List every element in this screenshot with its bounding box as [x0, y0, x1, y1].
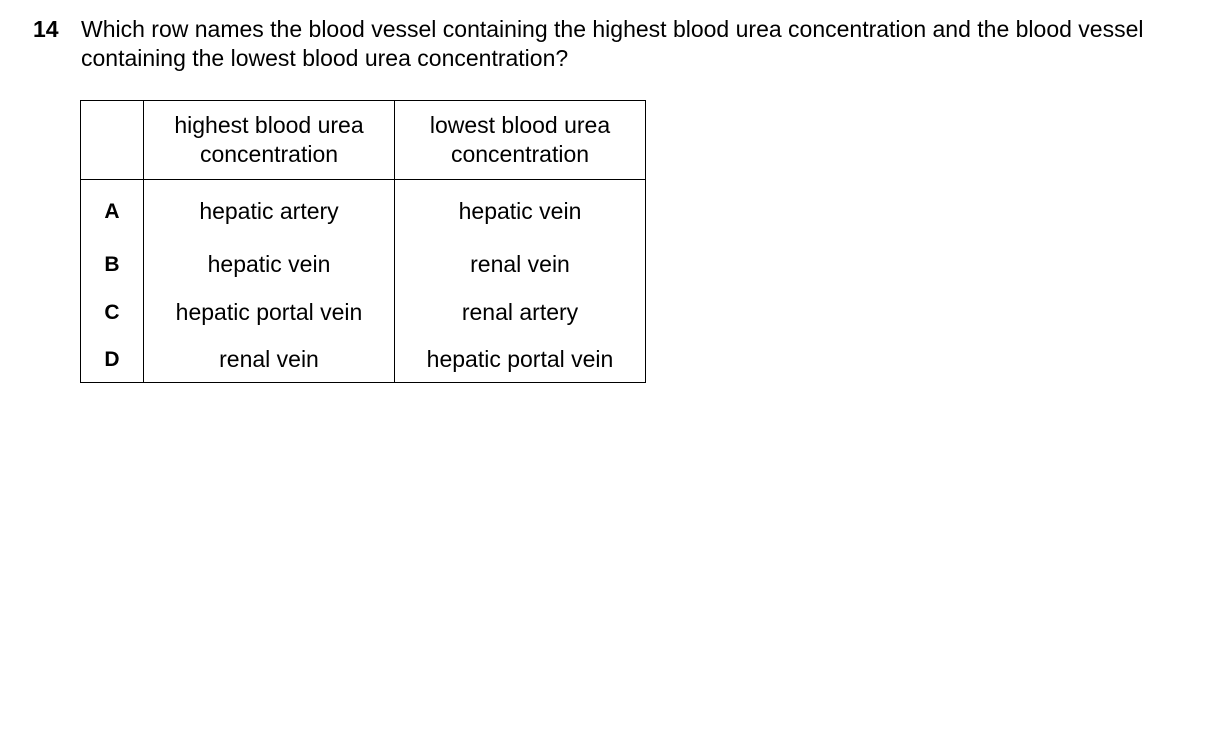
option-highest: hepatic vein — [144, 240, 395, 288]
table-row — [81, 336, 646, 383]
option-key: C — [81, 288, 144, 336]
question-text: Which row names the blood vessel containing the highest blood urea concentration and the blood vessel containing the lowest blood urea concentration? — [81, 16, 1144, 71]
table-header-row — [81, 101, 646, 180]
header-lowest-label: lowest blood urea concentration — [429, 112, 611, 167]
option-highest: hepatic portal vein — [144, 288, 395, 336]
header-lowest — [395, 101, 646, 180]
option-key: A — [81, 180, 144, 241]
option-highest: hepatic artery — [144, 180, 395, 241]
table-row — [81, 180, 646, 241]
option-lowest: renal vein — [395, 240, 646, 288]
option-key: B — [81, 240, 144, 288]
header-highest — [144, 101, 395, 180]
option-lowest: hepatic portal vein — [395, 336, 646, 383]
table-row — [81, 288, 646, 336]
header-key-cell — [81, 101, 144, 180]
question-number: 14 — [33, 16, 59, 42]
header-highest-label: highest blood urea concentration — [174, 112, 364, 167]
table-row — [81, 240, 646, 288]
answer-options-table — [80, 100, 646, 383]
option-highest: renal vein — [144, 336, 395, 383]
option-key: D — [81, 336, 144, 383]
option-lowest: hepatic vein — [395, 180, 646, 241]
option-lowest: renal artery — [395, 288, 646, 336]
